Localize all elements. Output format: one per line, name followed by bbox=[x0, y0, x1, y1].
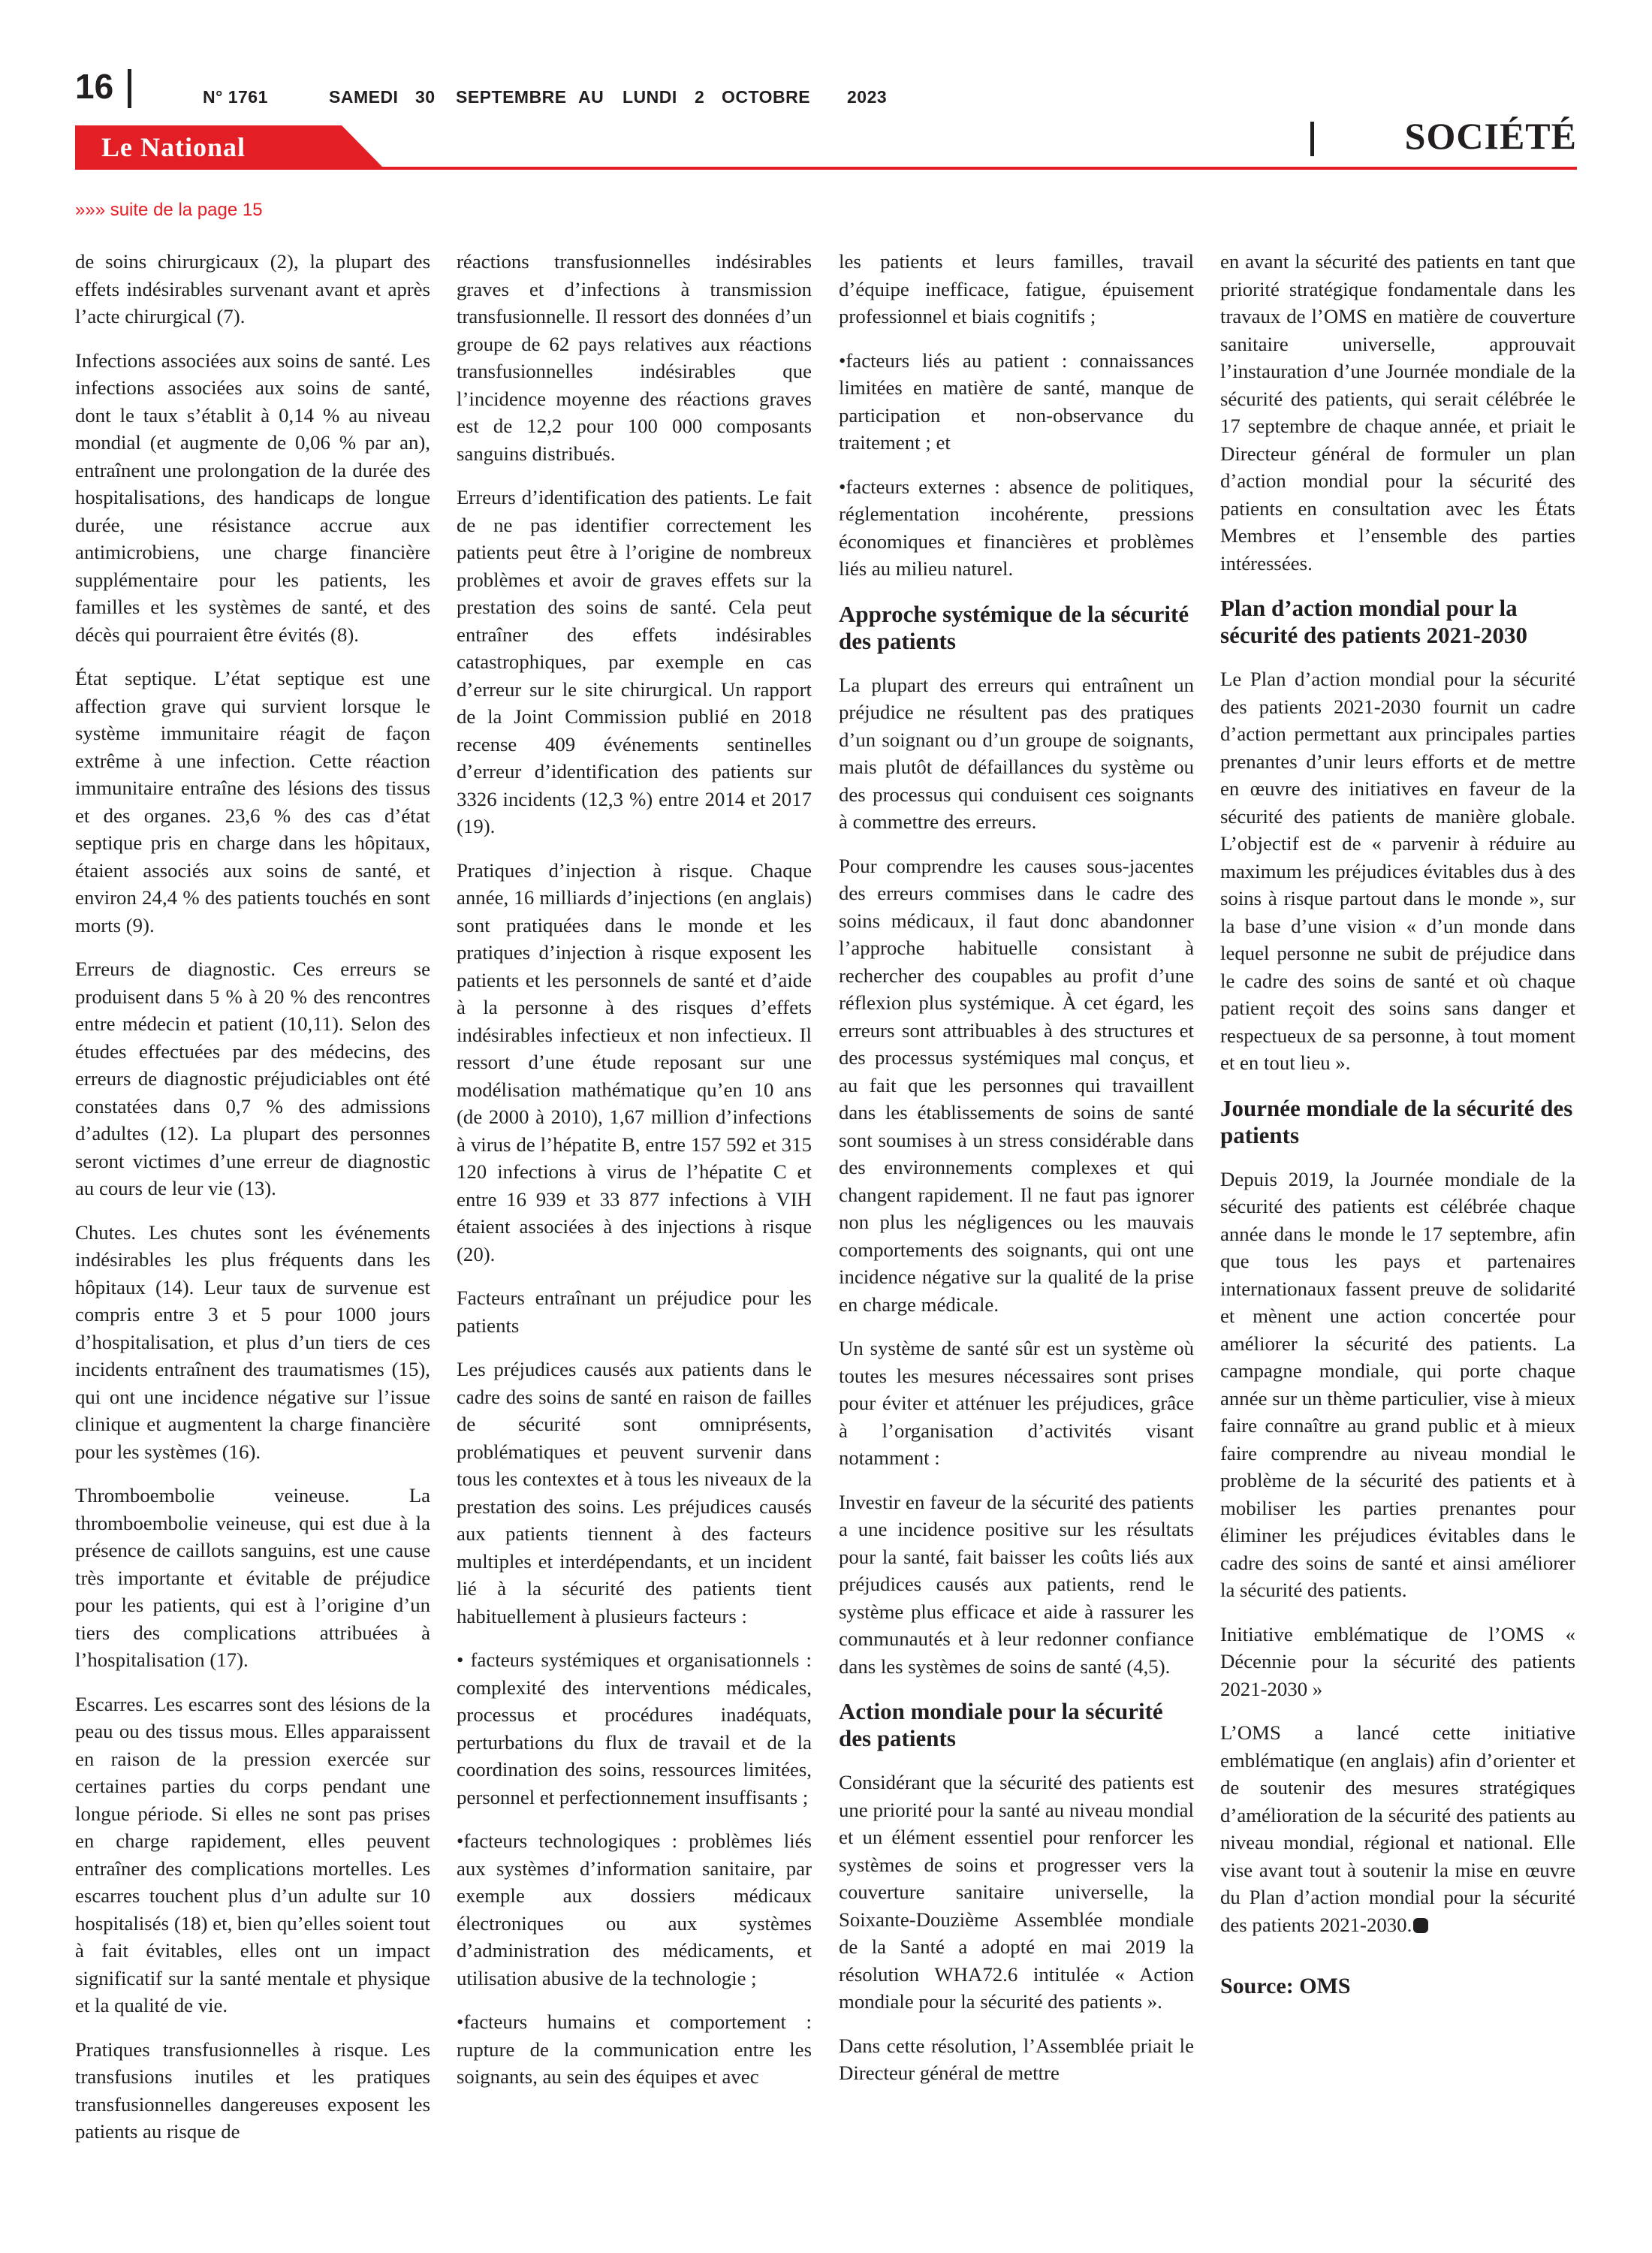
date-word: AU bbox=[578, 87, 604, 107]
paragraph bbox=[1220, 1621, 1575, 1703]
date-word: LUNDI bbox=[623, 87, 677, 107]
paragraph-text: Source: OMS bbox=[1220, 1974, 1351, 1998]
article-column-2 bbox=[457, 248, 812, 2107]
paragraph bbox=[457, 1284, 812, 1339]
paragraph bbox=[839, 671, 1194, 836]
paragraph bbox=[839, 1335, 1194, 1472]
paragraph-text: Approche systémique de la sécurité des patients bbox=[839, 600, 1189, 654]
issue-number: N° 1761 bbox=[203, 87, 268, 107]
paragraph-text: • facteurs systémiques et organisationnels : complexité des interventions médicales, processus et procédures inadéquats, perturbations du flux de travail et de la coordination des soins, ressources limitées, personnel et perfectionnement insuffisants ; bbox=[457, 1648, 812, 1808]
paragraph-text: Erreurs de diagnostic. Ces erreurs se produisent dans 5 % à 20 % des rencontres entre médecin et patient (10,11). Selon des études effectuées par des médecins, des erreurs de diagnostic préjudiciables ont été constatées dans 0,7 % des admissions d’adultes (12). La plupart des personnes seront victimes d’une erreur de diagnostic au cours de leur vie (13). bbox=[75, 958, 430, 1199]
paragraph-text: Action mondiale pour la sécurité des patients bbox=[839, 1698, 1163, 1751]
paragraph-text: les patients et leurs familles, travail d’équipe inefficace, fatigue, épuisement professionnel et biais cognitifs ; bbox=[839, 250, 1194, 327]
paragraph bbox=[1220, 1719, 1575, 1938]
article-column-4 bbox=[1220, 248, 1575, 2017]
paragraph-text: Un système de santé sûr est un système où toutes les mesures nécessaires sont prises pour éviter et atténuer les préjudices, grâce à l’organisation d’activités visant notamment : bbox=[839, 1337, 1194, 1469]
date-word: 2023 bbox=[847, 87, 888, 107]
paragraph bbox=[75, 955, 430, 1202]
paragraph bbox=[75, 665, 430, 939]
subheading bbox=[1220, 595, 1575, 649]
article-column-3 bbox=[839, 248, 1194, 2104]
paragraph-text: Facteurs entraînant un préjudice pour les patients bbox=[457, 1286, 812, 1337]
paragraph-text: Chutes. Les chutes sont les événements indésirables les plus fréquents dans les hôpitaux (14). Leur taux de survenue est compris entre 3 et 5 pour 1000 jours d’hospitalisation, et plus d’un tiers de ces incidents entraînent des traumatismes (15), qui ont une incidence négative sur l’issue clinique et augmentent la charge financière pour les systèmes (16). bbox=[75, 1220, 430, 1463]
paragraph bbox=[457, 857, 812, 1268]
subheading bbox=[839, 601, 1194, 655]
date-word: SEPTEMBRE bbox=[456, 87, 567, 107]
paragraph bbox=[1220, 665, 1575, 1077]
page-number: 16 bbox=[75, 67, 114, 106]
paragraph bbox=[839, 248, 1194, 330]
end-of-article-icon bbox=[1413, 1918, 1428, 1933]
header-rule bbox=[75, 167, 1577, 170]
paragraph bbox=[839, 1488, 1194, 1681]
paragraph-text: Pour comprendre les causes sous-jacentes des erreurs commises dans le cadre des soins médicaux, il faut donc abandonner l’approche habituelle consistant à rechercher des coupables au profit d’une réflexion plus systémique. À cet égard, les erreurs sont attribuables à des structures et des processus systémiques mal conçus, et au fait que les personnes qui travaillent dans les établissements de soins de santé sont soumises à un stress considérable dans des environnements complexes et qui changent rapidement. Il ne faut pas ignorer non plus les négligences ou les mauvais comportements des soignants, qui ont une incidence négative sur la qualité de la prise en charge médicale. bbox=[839, 854, 1194, 1316]
subheading bbox=[839, 1698, 1194, 1752]
paragraph bbox=[75, 1482, 430, 1674]
paragraph bbox=[839, 852, 1194, 1319]
paragraph-text: Initiative emblématique de l’OMS « Décennie pour la sécurité des patients 2021-2030 » bbox=[1220, 1622, 1575, 1700]
paragraph-text: Plan d’action mondial pour la sécurité des patients 2021-2030 bbox=[1220, 595, 1527, 648]
paragraph-text: Depuis 2019, la Journée mondiale de la sécurité des patients est célébrée chaque année dans le monde le 17 septembre, afin que tous les pays et partenaires internationaux fassent preuve de solidarité et mènent une action concertée pour améliorer la sécurité des patients. La campagne mondiale, qui porte chaque année sur un thème particulier, vise à mieux faire connaître au grand public et à mieux faire comprendre au niveau mondial le problème de la sécurité des patients et à mobiliser les parties prenantes pour éliminer les préjudices évitables dans le cadre des soins de santé et ainsi améliorer la sécurité des patients. bbox=[1220, 1167, 1575, 1601]
paragraph-text: Escarres. Les escarres sont des lésions de la peau ou des tissus mous. Elles apparaissent en raison de la pression exercée sur certaines parties du corps pendant une longue période. Si elles ne sont pas prises en charge rapidement, elles peuvent entraîner des complications mortelles. Les escarres touchent plus d’un adulte sur 10 hospitalisés (18) et, bien qu’elles soient tout à fait évitables, elles ont un impact significatif sur la santé mentale et physique et la qualité de vie. bbox=[75, 1692, 430, 2016]
paragraph-text: Erreurs d’identification des patients. Le fait de ne pas identifier correctement les patients peut être à l’origine de nombreux problèmes et avoir de graves effets sur la prestation des soins de santé. Cela peut entraîner des effets indésirables catastrophiques, par exemple en cas d’erreur sur le site chirurgical. Un rapport de la Joint Commission publié en 2018 recense 409 événements sentinelles d’erreur d’identification des patients sur 3326 incidents (12,3 %) entre 2014 et 2017 (19). bbox=[457, 486, 812, 837]
paragraph bbox=[457, 1646, 812, 1811]
page-number-divider bbox=[128, 69, 131, 108]
paragraph-text: réactions transfusionnelles indésirables graves et d’infections à transmission transfusionnelle. Il ressort des données d’un groupe de 62 pays relatives aux réactions transfusionnelles indésirables que l’incidence moyenne des réactions graves est de 12,2 pour 100 000 composants sanguins distribués. bbox=[457, 250, 812, 465]
subheading bbox=[1220, 1095, 1575, 1149]
paragraph-text: •facteurs humains et comportement : rupture de la communication entre les soignants, au sein des équipes et avec bbox=[457, 2010, 812, 2088]
paragraph-text: Thromboembolie veineuse. La thromboembolie veineuse, qui est due à la présence de caillots sanguins, est une cause très importante et évitable de préjudice pour les patients, qui est à l’origine d’un tiers des complications attribuées à l’hospitalisation (17). bbox=[75, 1484, 430, 1671]
paragraph bbox=[457, 1827, 812, 1992]
paragraph bbox=[457, 248, 812, 467]
article-column-1 bbox=[75, 248, 430, 2162]
paragraph bbox=[839, 473, 1194, 583]
paragraph-text: Le Plan d’action mondial pour la sécurité des patients 2021-2030 fournit un cadre d’action permettant aux principales parties prenantes d’unir leurs efforts et de mettre en œuvre des initiatives en faveur de la sécurité des patients de manière globale. L’objectif est de « parvenir à réduire au maximum les préjudices évitables dus à des soins à risque partout dans le monde », sur la base d’une vision « d’un monde dans lequel personne ne subit de préjudice dans le cadre des soins de santé et où chaque patient reçoit des soins sans danger et respectueux de sa personne, à tout moment et en tout lieu ». bbox=[1220, 668, 1575, 1074]
continued-from-link[interactable]: »»» suite de la page 15 bbox=[75, 200, 263, 220]
paragraph bbox=[75, 347, 430, 649]
paragraph-text: •facteurs liés au patient : connaissances limitées en matière de santé, manque de participation et non-observance du traitement ; et bbox=[839, 348, 1194, 454]
date-word: 30 bbox=[415, 87, 436, 107]
section-title: SOCIÉTÉ bbox=[1404, 115, 1577, 157]
paragraph-text: Dans cette résolution, l’Assemblée priait le Directeur général de mettre bbox=[839, 2034, 1194, 2084]
paragraph-text: Pratiques transfusionnelles à risque. Les transfusions inutiles et les pratiques transfusionnelles dangereuses exposent les patients au risque de bbox=[75, 2037, 430, 2143]
paragraph-text: La plupart des erreurs qui entraînent un préjudice ne résultent pas des pratiques d’un soignant ou d’un groupe de soignants, mais plutôt de défaillances du système ou des processus qui conduisent ces soignants à commettre des erreurs. bbox=[839, 673, 1194, 833]
paragraph bbox=[457, 1356, 812, 1630]
paragraph-text: en avant la sécurité des patients en tant que priorité stratégique fondamentale dans les travaux de l’OMS en matière de couverture sanitaire universelle, approuvait l’instauration d’une Journée mondiale de la sécurité des patients, qui serait célébrée le 17 septembre de chaque année, et priait le Directeur général de formuler un plan d’action mondial pour la sécurité des patients en consultation avec les États Membres et l’ensemble des parties intéressées. bbox=[1220, 250, 1575, 575]
paragraph bbox=[457, 484, 812, 840]
paragraph bbox=[839, 2032, 1194, 2087]
paragraph-text: Considérant que la sécurité des patients est une priorité pour la santé au niveau mondial et un élément essentiel pour renforcer les systèmes de soins et progresser vers la couverture sanitaire universelle, la Soixante-Douzième Assemblée mondiale de la Santé a adopté en mai 2019 la résolution WHA72.6 intitulée « Action mondiale pour la sécurité des patients ». bbox=[839, 1771, 1194, 2013]
section-divider bbox=[1310, 122, 1314, 156]
paragraph bbox=[839, 347, 1194, 457]
paragraph bbox=[75, 248, 430, 330]
paragraph bbox=[75, 1219, 430, 1466]
paragraph bbox=[1220, 1166, 1575, 1604]
paragraph-text: •facteurs technologiques : problèmes liés aux systèmes d’information sanitaire, par exemple aux dossiers médicaux électroniques ou aux systèmes d’administration des médicaments, et utilisation abusive de la technologie ; bbox=[457, 1829, 812, 1989]
paragraph bbox=[75, 1691, 430, 2019]
source-credit bbox=[1220, 1973, 1575, 2001]
paragraph-text: L’OMS a lancé cette initiative emblématique (en anglais) afin d’orienter et de soutenir des mesures stratégiques d’amélioration de la sécurité des patients au niveau mondial, régional et national. Elle vise avant tout à soutenir la mise en œuvre du Plan d’action mondial pour la sécurité des patients 2021-2030. bbox=[1220, 1721, 1575, 1936]
date-word: 2 bbox=[695, 87, 705, 107]
paragraph bbox=[839, 1769, 1194, 2016]
paragraph-text: •facteurs externes : absence de politiques, réglementation incohérente, pressions économiques et financières et problèmes liés au milieu naturel. bbox=[839, 475, 1194, 580]
paragraph-text: Pratiques d’injection à risque. Chaque année, 16 milliards d’injections (en anglais) sont pratiquées dans le monde et les pratiques d’injection à risque exposent les patients et les personnels de santé et d’aide à la personne à des risques d’effets indésirables infectieux et non infectieux. Il ressort d’une étude reposant sur une modélisation mathématique qu’en 10 ans (de 2000 à 2010), 1,67 million d’infections à virus de l’hépatite B, entre 157 592 et 315 120 infections à virus de l’hépatite C et entre 16 939 et 33 877 infections à VIH étaient associées à des injections à risque (20). bbox=[457, 858, 812, 1265]
paragraph-text: de soins chirurgicaux (2), la plupart des effets indésirables survenant avant et après l’acte chirurgical (7). bbox=[75, 250, 430, 327]
paragraph bbox=[1220, 248, 1575, 577]
paragraph bbox=[457, 2008, 812, 2091]
paragraph-text: Les préjudices causés aux patients dans le cadre des soins de santé en raison de failles de sécurité sont omniprésents, problématiques et peuvent survenir dans tous les contextes et à tous les niveaux de la prestation des soins. Les préjudices causés aux patients tiennent à des facteurs multiples et interdépendants, et un incident lié à la sécurité des patients tient habituellement à plusieurs facteurs : bbox=[457, 1358, 812, 1627]
paragraph-text: Investir en faveur de la sécurité des patients a une incidence positive sur les résultats pour la santé, fait baisser les coûts liés aux préjudices causés aux patients, rend le système plus efficace et aide à rassurer les communautés et à leur redonner confiance dans les systèmes de soins de santé (4,5). bbox=[839, 1490, 1194, 1678]
brand-name: Le National bbox=[101, 132, 246, 162]
paragraph-text: État septique. L’état septique est une affection grave qui survient lorsque le système immunitaire réagit de façon extrême à une infection. Cette réaction immunitaire entraîne des lésions des tissus et des organes. 23,6 % des cas d’état septique pris en charge dans les hôpitaux, étaient associés aux soins de santé, et environ 24,4 % des patients touchés en sont morts (9). bbox=[75, 667, 430, 936]
paragraph-text: Infections associées aux soins de santé. Les infections associées aux soins de santé, dont le taux s’établit à 0,14 % au niveau mondial (et augmente de 0,06 % par an), entraînent une prolongation de la durée des hospitalisations, des handicaps de longue durée, une résistance accrue aux antimicrobiens, une charge financière supplémentaire pour les patients, les familles et les systèmes de santé, et des décès qui pourraient être évités (8). bbox=[75, 348, 430, 646]
date-word: SAMEDI bbox=[329, 87, 399, 107]
date-word: OCTOBRE bbox=[722, 87, 811, 107]
paragraph-text: Journée mondiale de la sécurité des patients bbox=[1220, 1094, 1573, 1148]
paragraph bbox=[75, 2036, 430, 2146]
